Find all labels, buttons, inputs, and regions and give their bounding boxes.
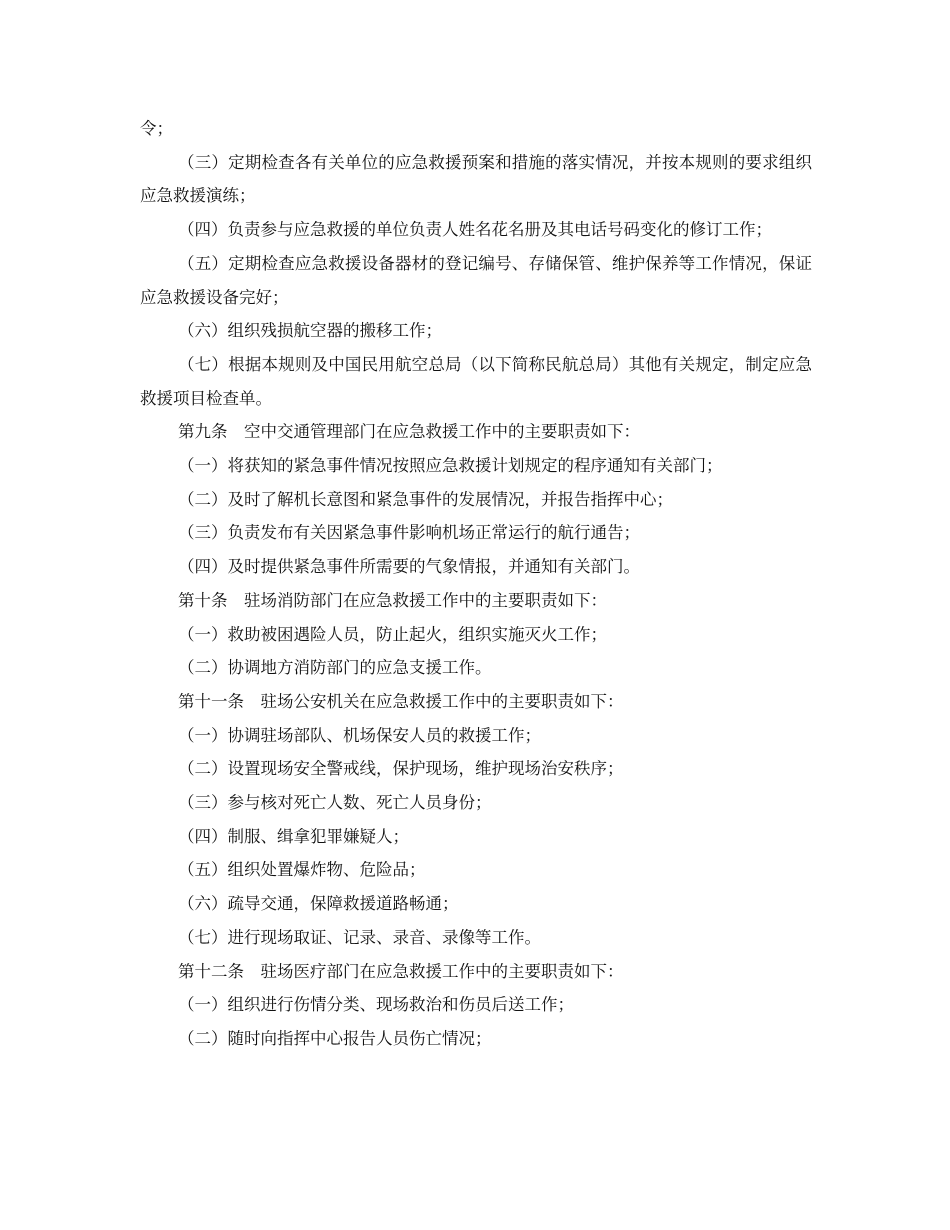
article-11-item-6: （六）疏导交通，保障救援道路畅通； — [178, 894, 459, 914]
article-9-item-4: （四）及时提供紧急事件所需要的气象情报，并通知有关部门。 — [178, 557, 640, 577]
article-12-item-2: （二）随时向指挥中心报告人员伤亡情况； — [178, 1028, 492, 1048]
paragraph-item-3: （三）定期检查各有关单位的应急救援预案和措施的落实情况，并按本规则的要求组织应急救援演练； — [140, 152, 812, 206]
article-12-item-1: （一）组织进行伤情分类、现场救治和伤员后送工作； — [178, 995, 574, 1015]
paragraph-item-4: （四）负责参与应急救援的单位负责人姓名花名册及其电话号码变化的修订工作； — [178, 220, 772, 240]
article-9-item-1: （一）将获知的紧急事件情况按照应急救援计划规定的程序通知有关部门； — [178, 456, 723, 476]
article-10-item-2: （二）协调地方消防部门的应急支援工作。 — [178, 658, 492, 678]
document-body — [140, 112, 812, 1056]
article-11-item-5: （五）组织处置爆炸物、危险品； — [178, 860, 426, 880]
paragraph-item-5: （五）定期检查应急救援设备器材的登记编号、存储保管、维护保养等工作情况，保证应急救援设备完好； — [140, 253, 812, 307]
article-11-heading: 第十一条 驻场公安机关在应急救援工作中的主要职责如下： — [178, 691, 624, 711]
paragraph-continuation: 令； — [140, 119, 173, 138]
article-12-heading: 第十二条 驻场医疗部门在应急救援工作中的主要职责如下： — [178, 961, 624, 981]
article-11-item-1: （一）协调驻场部队、机场保安人员的救援工作； — [178, 725, 541, 745]
paragraph-item-7: （七）根据本规则及中国民用航空总局（以下简称民航总局）其他有关规定，制定应急救援项目检查单。 — [140, 354, 812, 408]
article-11-item-7: （七）进行现场取证、记录、录音、录像等工作。 — [178, 927, 541, 947]
article-9-item-3: （三）负责发布有关因紧急事件影响机场正常运行的航行通告； — [178, 523, 640, 543]
article-11-item-4: （四）制服、缉拿犯罪嫌疑人； — [178, 826, 409, 846]
article-9-item-2: （二）及时了解机长意图和紧急事件的发展情况，并报告指挥中心； — [178, 489, 673, 509]
article-10-heading: 第十条 驻场消防部门在应急救援工作中的主要职责如下： — [178, 590, 607, 610]
paragraph-item-6: （六）组织残损航空器的搬移工作； — [178, 321, 442, 341]
article-11-item-3: （三）参与核对死亡人数、死亡人员身份； — [178, 793, 492, 813]
article-11-item-2: （二）设置现场安全警戒线，保护现场，维护现场治安秩序； — [178, 759, 624, 779]
article-9-heading: 第九条 空中交通管理部门在应急救援工作中的主要职责如下： — [178, 422, 640, 442]
article-10-item-1: （一）救助被困遇险人员，防止起火，组织实施灭火工作； — [178, 624, 607, 644]
